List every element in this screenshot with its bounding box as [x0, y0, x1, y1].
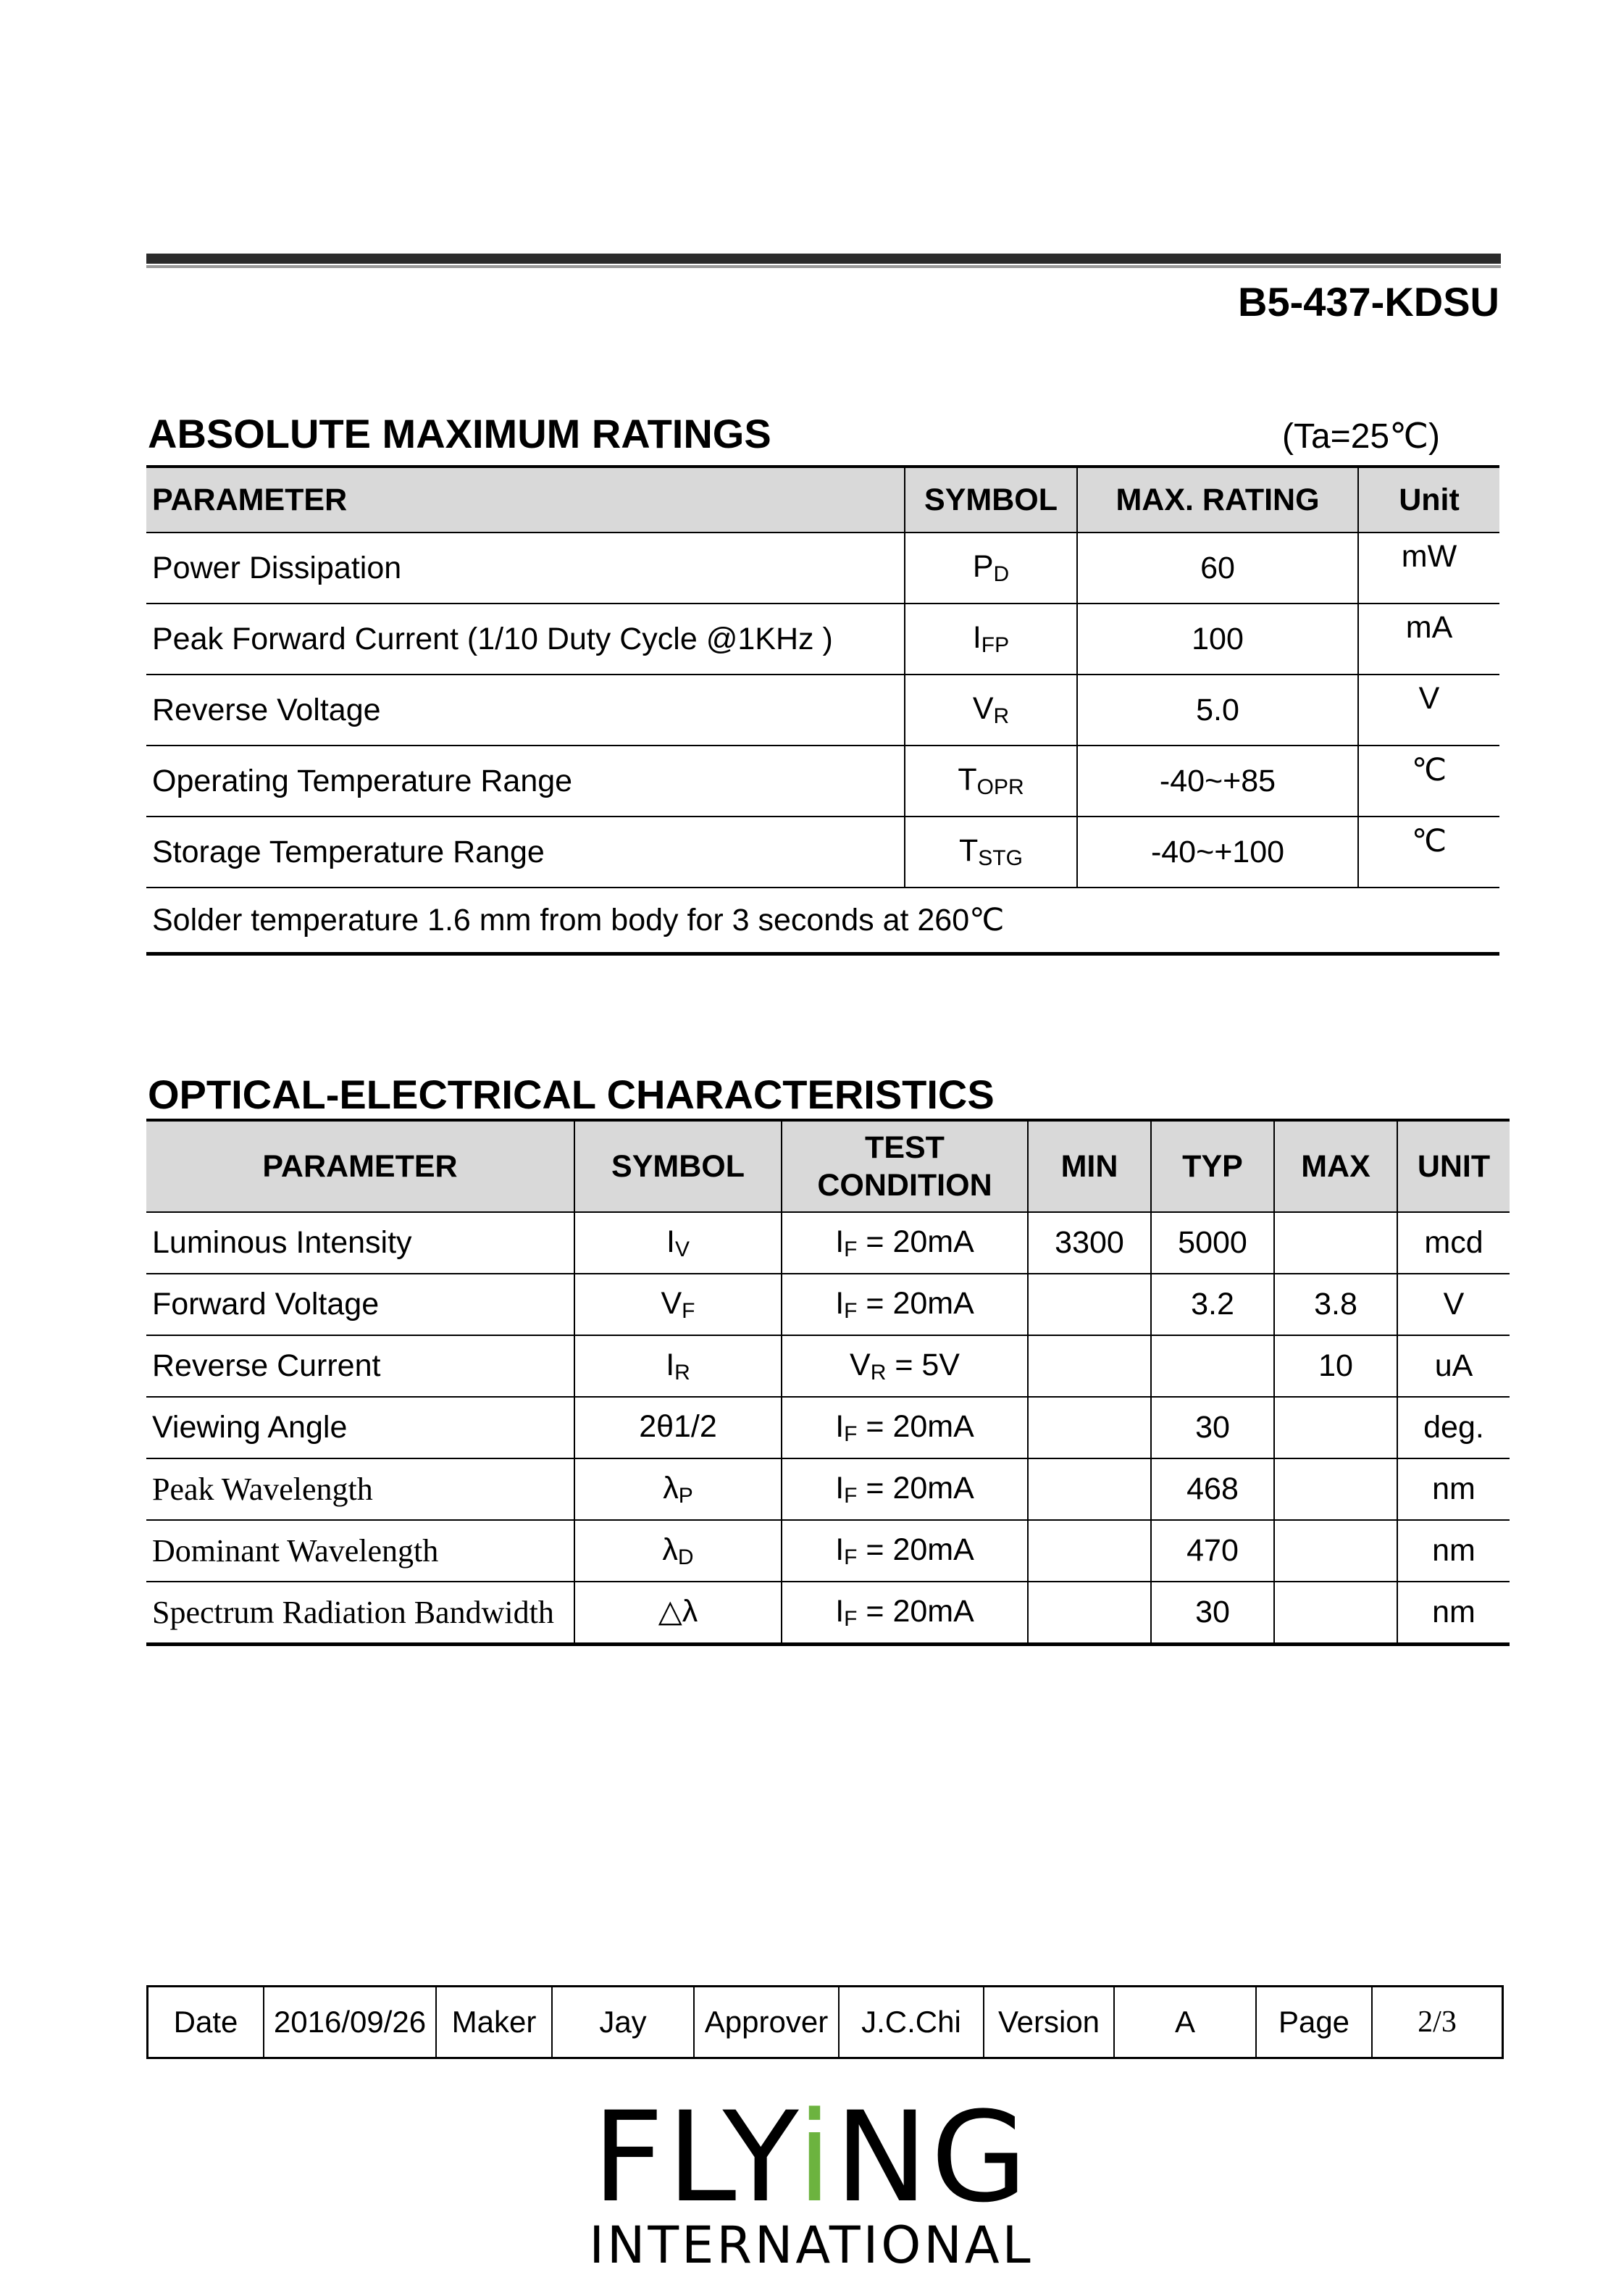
unit-cell: V	[1358, 675, 1499, 746]
logo-part3: NG	[834, 2084, 1031, 2230]
unit-cell: ℃	[1358, 746, 1499, 817]
symbol-main: λ	[663, 1470, 679, 1506]
condition-cell	[782, 1458, 1028, 1520]
min-cell	[1028, 1335, 1151, 1397]
header-rule-thin	[146, 265, 1501, 268]
condition-value: = 20mA	[857, 1593, 974, 1629]
symbol-main: V	[972, 691, 994, 726]
symbol-main: I	[972, 620, 981, 655]
condition-value: = 20mA	[857, 1408, 974, 1444]
version-value: A	[1114, 1987, 1256, 2058]
header-rule	[146, 254, 1501, 264]
solder-note: Solder temperature 1.6 mm from body for 3 seconds at 260℃	[152, 903, 1005, 938]
param-cell: Peak Wavelength	[146, 1458, 574, 1520]
max-cell	[1274, 1458, 1397, 1520]
symbol-subscript: STG	[978, 846, 1023, 870]
version-label: Version	[984, 1987, 1114, 2058]
symbol-cell	[574, 1458, 782, 1520]
col-parameter: PARAMETER	[146, 1120, 574, 1212]
table-row	[146, 1520, 1510, 1582]
unit-cell: nm	[1397, 1458, 1510, 1520]
col-symbol: SYMBOL	[574, 1120, 782, 1212]
condition-symbol: I	[835, 1285, 845, 1321]
table-row	[146, 604, 1499, 675]
table-row	[146, 1458, 1510, 1520]
condition-value: = 5V	[886, 1347, 960, 1382]
unit-cell: mcd	[1397, 1212, 1510, 1274]
abs-max-title: ABSOLUTE MAXIMUM RATINGS	[148, 411, 771, 456]
param-cell: Dominant Wavelength	[146, 1520, 574, 1582]
unit-cell: deg.	[1397, 1397, 1510, 1458]
col-test-line2: CONDITION	[817, 1168, 992, 1203]
param-cell: Operating Temperature Range	[146, 746, 905, 817]
table-row	[146, 817, 1499, 888]
max-cell	[1274, 1582, 1397, 1645]
param-cell: Storage Temperature Range	[146, 817, 905, 888]
symbol-main: △λ	[658, 1594, 698, 1629]
condition-cell	[782, 1582, 1028, 1645]
condition-subscript: F	[844, 1298, 858, 1323]
table-row	[146, 675, 1499, 746]
symbol-main: λ	[662, 1532, 678, 1567]
typ-cell: 470	[1151, 1520, 1274, 1582]
max-cell	[1274, 1212, 1397, 1274]
approver-value: J.C.Chi	[839, 1987, 984, 2058]
symbol-cell	[905, 817, 1077, 888]
table-row	[146, 746, 1499, 817]
unit-cell: uA	[1397, 1335, 1510, 1397]
condition-subscript: F	[844, 1483, 858, 1508]
table-row	[146, 1397, 1510, 1458]
symbol-subscript: D	[993, 562, 1010, 586]
maker-value: Jay	[552, 1987, 694, 2058]
table-row	[146, 1582, 1510, 1645]
rating-cell: -40~+85	[1077, 746, 1358, 817]
symbol-subscript: OPR	[976, 775, 1024, 799]
col-parameter: PARAMETER	[146, 467, 905, 533]
max-cell	[1274, 1520, 1397, 1582]
condition-cell	[782, 1520, 1028, 1582]
condition-symbol: I	[835, 1470, 845, 1506]
page-label: Page	[1256, 1987, 1372, 2058]
unit-cell: mA	[1358, 604, 1499, 675]
condition-symbol: V	[850, 1347, 871, 1382]
condition-cell	[782, 1335, 1028, 1397]
condition-value: = 20mA	[857, 1470, 974, 1506]
typ-cell: 30	[1151, 1582, 1274, 1645]
condition-symbol: I	[835, 1408, 845, 1444]
solder-note-row	[146, 888, 1499, 954]
symbol-subscript: R	[993, 704, 1010, 728]
abs-max-condition: (Ta=25℃)	[1282, 417, 1440, 456]
rating-cell: -40~+100	[1077, 817, 1358, 888]
col-test-line1: TEST	[865, 1130, 945, 1165]
param-cell: Reverse Voltage	[146, 675, 905, 746]
unit-cell: nm	[1397, 1582, 1510, 1645]
typ-cell	[1151, 1335, 1274, 1397]
max-cell	[1274, 1397, 1397, 1458]
typ-cell: 3.2	[1151, 1274, 1274, 1335]
param-cell: Reverse Current	[146, 1335, 574, 1397]
maker-label: Maker	[436, 1987, 552, 2058]
abs-max-rows	[146, 533, 1499, 888]
min-cell	[1028, 1274, 1151, 1335]
param-cell: Power Dissipation	[146, 533, 905, 604]
symbol-subscript: F	[682, 1298, 695, 1323]
symbol-cell	[574, 1274, 782, 1335]
unit-cell: nm	[1397, 1520, 1510, 1582]
symbol-cell	[574, 1212, 782, 1274]
col-max-rating: MAX. RATING	[1077, 467, 1358, 533]
rating-cell: 5.0	[1077, 675, 1358, 746]
page-value: 2/3	[1372, 1987, 1503, 2058]
condition-subscript: F	[844, 1545, 858, 1569]
col-test-condition	[782, 1120, 1028, 1212]
condition-subscript: R	[870, 1360, 887, 1385]
table-header-row	[146, 467, 1499, 533]
condition-symbol: I	[835, 1593, 845, 1629]
col-unit: Unit	[1358, 467, 1499, 533]
typ-cell: 5000	[1151, 1212, 1274, 1274]
optical-table	[146, 1119, 1510, 1646]
unit-cell: mW	[1358, 533, 1499, 604]
symbol-cell	[905, 604, 1077, 675]
date-label: Date	[173, 2005, 238, 2039]
table-row	[146, 1335, 1510, 1397]
symbol-main: T	[959, 833, 979, 868]
company-logo	[587, 2084, 1036, 2275]
symbol-main: I	[666, 1224, 675, 1259]
param-cell: Spectrum Radiation Bandwidth	[152, 1595, 554, 1630]
logo-wordmark	[587, 2084, 1036, 2230]
optical-title: OPTICAL-ELECTRICAL CHARACTERISTICS	[148, 1072, 995, 1117]
col-max: MAX	[1274, 1120, 1397, 1212]
symbol-main: P	[972, 549, 994, 584]
symbol-cell	[574, 1397, 782, 1458]
symbol-main: V	[661, 1285, 682, 1321]
condition-subscript: F	[844, 1421, 858, 1446]
symbol-main: 2θ1/2	[639, 1408, 717, 1444]
table-row	[146, 1274, 1510, 1335]
rating-cell: 60	[1077, 533, 1358, 604]
condition-symbol: I	[835, 1532, 845, 1567]
logo-subtitle: INTERNATIONAL	[589, 2216, 1034, 2275]
symbol-main: I	[666, 1347, 675, 1382]
min-cell	[1028, 1582, 1151, 1645]
logo-part1: FLY	[592, 2084, 798, 2230]
min-cell	[1028, 1458, 1151, 1520]
part-number: B5-437-KDSU	[1238, 279, 1499, 325]
condition-symbol: I	[835, 1224, 845, 1259]
symbol-cell	[905, 533, 1077, 604]
col-typ: TYP	[1151, 1120, 1274, 1212]
typ-cell: 468	[1151, 1458, 1274, 1520]
symbol-cell	[574, 1335, 782, 1397]
rating-cell: 100	[1077, 604, 1358, 675]
max-cell: 3.8	[1274, 1274, 1397, 1335]
table-header-row	[146, 1120, 1510, 1212]
min-cell	[1028, 1520, 1151, 1582]
symbol-subscript: FP	[981, 633, 1010, 657]
param-cell: Luminous Intensity	[146, 1212, 574, 1274]
table-row	[146, 533, 1499, 604]
condition-cell	[782, 1397, 1028, 1458]
condition-subscript: F	[844, 1237, 858, 1261]
col-unit: UNIT	[1397, 1120, 1510, 1212]
min-cell	[1028, 1397, 1151, 1458]
symbol-subscript: V	[674, 1237, 690, 1261]
min-cell: 3300	[1028, 1212, 1151, 1274]
param-cell: Forward Voltage	[146, 1274, 574, 1335]
footer-row	[148, 1987, 1503, 2058]
symbol-cell	[574, 1520, 782, 1582]
symbol-subscript: R	[674, 1360, 690, 1385]
col-symbol: SYMBOL	[905, 467, 1077, 533]
col-min: MIN	[1028, 1120, 1151, 1212]
condition-cell	[782, 1212, 1028, 1274]
symbol-cell	[905, 746, 1077, 817]
table-row	[146, 1212, 1510, 1274]
unit-cell: V	[1397, 1274, 1510, 1335]
abs-max-table	[146, 465, 1499, 956]
symbol-subscript: D	[677, 1545, 694, 1569]
symbol-subscript: P	[678, 1483, 693, 1508]
approver-label: Approver	[694, 1987, 839, 2058]
logo-i: i	[797, 2084, 835, 2230]
condition-cell	[782, 1274, 1028, 1335]
footer-table	[146, 1985, 1504, 2059]
optical-rows	[146, 1212, 1510, 1645]
max-cell: 10	[1274, 1335, 1397, 1397]
symbol-main: T	[958, 762, 977, 797]
symbol-cell	[905, 675, 1077, 746]
typ-cell: 30	[1151, 1397, 1274, 1458]
param-cell: Peak Forward Current (1/10 Duty Cycle @1KHz )	[146, 604, 905, 675]
unit-cell: ℃	[1358, 817, 1499, 888]
param-cell: Viewing Angle	[146, 1397, 574, 1458]
condition-value: = 20mA	[857, 1285, 974, 1321]
symbol-cell	[574, 1582, 782, 1645]
condition-value: = 20mA	[857, 1532, 974, 1567]
date-value: 2016/09/26	[264, 1987, 436, 2058]
condition-subscript: F	[844, 1606, 858, 1631]
condition-value: = 20mA	[857, 1224, 974, 1259]
